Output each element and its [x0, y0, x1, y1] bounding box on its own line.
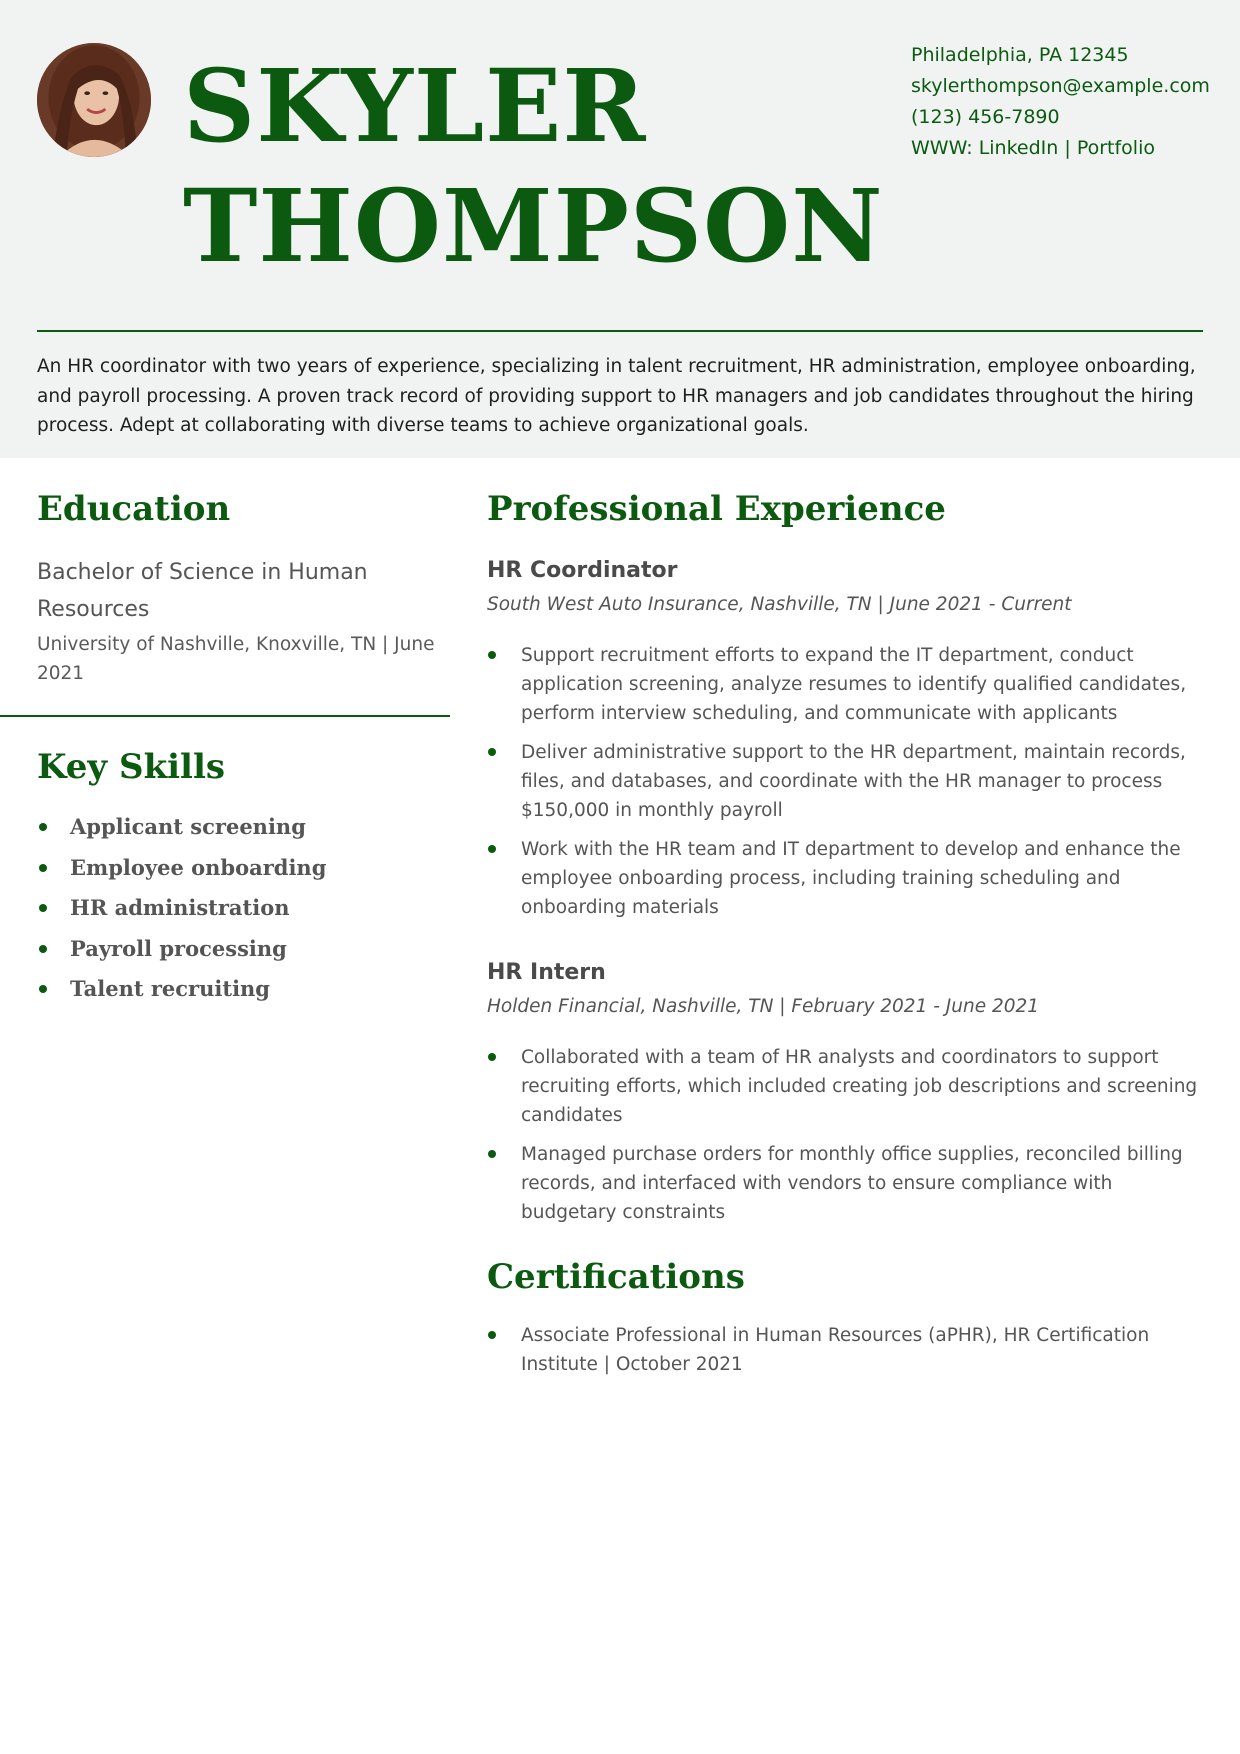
- linkedin-link[interactable]: LinkedIn: [978, 137, 1059, 159]
- bullet-icon: [39, 985, 47, 993]
- contact-email[interactable]: skylerthompson@example.com: [911, 75, 1210, 97]
- job-bullet: [487, 738, 1207, 825]
- certification-item: [487, 1321, 1207, 1379]
- job-bullets: [487, 1043, 1207, 1237]
- left-column-divider: [0, 715, 450, 717]
- skill-label: Applicant screening: [70, 814, 306, 839]
- bullet-text: Deliver administrative support to the HR department, maintain records, files, and databases, and coordinate with the HR manager to process $150,000 in monthly payroll: [521, 742, 1186, 821]
- experience-heading: Professional Experience: [487, 489, 946, 529]
- job-bullet: [487, 1140, 1207, 1227]
- contact-block: [911, 40, 1210, 164]
- job-title: HR Intern: [487, 960, 606, 985]
- bullet-icon: [39, 904, 47, 912]
- skills-list: [37, 807, 326, 1010]
- skill-item: [37, 848, 326, 889]
- bullet-icon: [488, 1053, 496, 1061]
- bullet-icon: [488, 651, 496, 659]
- bullet-icon: [488, 1331, 496, 1339]
- bullet-text: Support recruitment efforts to expand the IT department, conduct application screening, analyze resumes to identify qualified candidates, perform interview scheduling, and communicate with applicants: [521, 645, 1187, 724]
- contact-www-prefix: WWW:: [911, 137, 979, 159]
- name-last: THOMPSON: [183, 167, 884, 285]
- header-divider: [37, 330, 1203, 332]
- contact-location: Philadelphia, PA 12345: [911, 44, 1129, 66]
- bullet-icon: [488, 748, 496, 756]
- education-degree: Bachelor of Science in Human Resources: [37, 560, 368, 622]
- profile-summary: An HR coordinator with two years of experience, specializing in talent recruitment, HR administration, employee onboarding, and payroll processing. A proven track record of providing support to HR managers and job candidates throughout the hiring process. Adept at collaborating with diverse teams to achieve organizational goals.: [37, 356, 1196, 436]
- bullet-text: Collaborated with a team of HR analysts and coordinators to support recruiting efforts, which included creating job descriptions and screening candidates: [521, 1047, 1198, 1126]
- certifications-list: [487, 1321, 1207, 1389]
- bullet-icon: [488, 845, 496, 853]
- job-bullet: [487, 835, 1207, 922]
- skill-item: [37, 929, 326, 970]
- skill-label: Payroll processing: [70, 935, 287, 961]
- bullet-icon: [39, 864, 47, 872]
- job-bullet: [487, 641, 1207, 728]
- contact-web: [911, 133, 1210, 164]
- portfolio-link[interactable]: Portfolio: [1076, 137, 1155, 159]
- skill-label: Talent recruiting: [70, 976, 270, 1001]
- job-bullets: [487, 641, 1207, 932]
- job-meta: South West Auto Insurance, Nashville, TN | June 2021 - Current: [487, 594, 1072, 615]
- education-school: University of Nashville, Knoxville, TN | June 2021: [37, 634, 435, 684]
- certifications-heading: Certifications: [487, 1257, 745, 1297]
- bullet-text: Managed purchase orders for monthly office supplies, reconciled billing records, and interfaced with vendors to ensure compliance with budgetary constraints: [521, 1144, 1183, 1223]
- skill-label: HR administration: [70, 895, 290, 920]
- bullet-icon: [39, 823, 47, 831]
- education-heading: Education: [37, 489, 231, 529]
- job-bullet: [487, 1043, 1207, 1130]
- skill-item: [37, 969, 326, 1010]
- bullet-icon: [39, 945, 47, 953]
- skill-label: Employee onboarding: [70, 854, 327, 880]
- certification-text: Associate Professional in Human Resources (aPHR), HR Certification Institute | October 2021: [521, 1325, 1150, 1375]
- contact-phone: (123) 456-7890: [911, 106, 1060, 128]
- bullet-text: Work with the HR team and IT department to develop and enhance the employee onboarding process, including training scheduling and onboarding materials: [521, 839, 1181, 918]
- contact-separator: |: [1058, 137, 1077, 159]
- skill-item: [37, 807, 326, 848]
- job-title: HR Coordinator: [487, 558, 678, 583]
- skill-item: [37, 888, 326, 929]
- bullet-icon: [488, 1150, 496, 1158]
- name-first: SKYLER: [183, 47, 647, 165]
- skills-heading: Key Skills: [37, 747, 226, 787]
- candidate-name: [183, 46, 884, 286]
- job-meta: Holden Financial, Nashville, TN | February 2021 - June 2021: [487, 996, 1040, 1017]
- avatar: [37, 43, 151, 157]
